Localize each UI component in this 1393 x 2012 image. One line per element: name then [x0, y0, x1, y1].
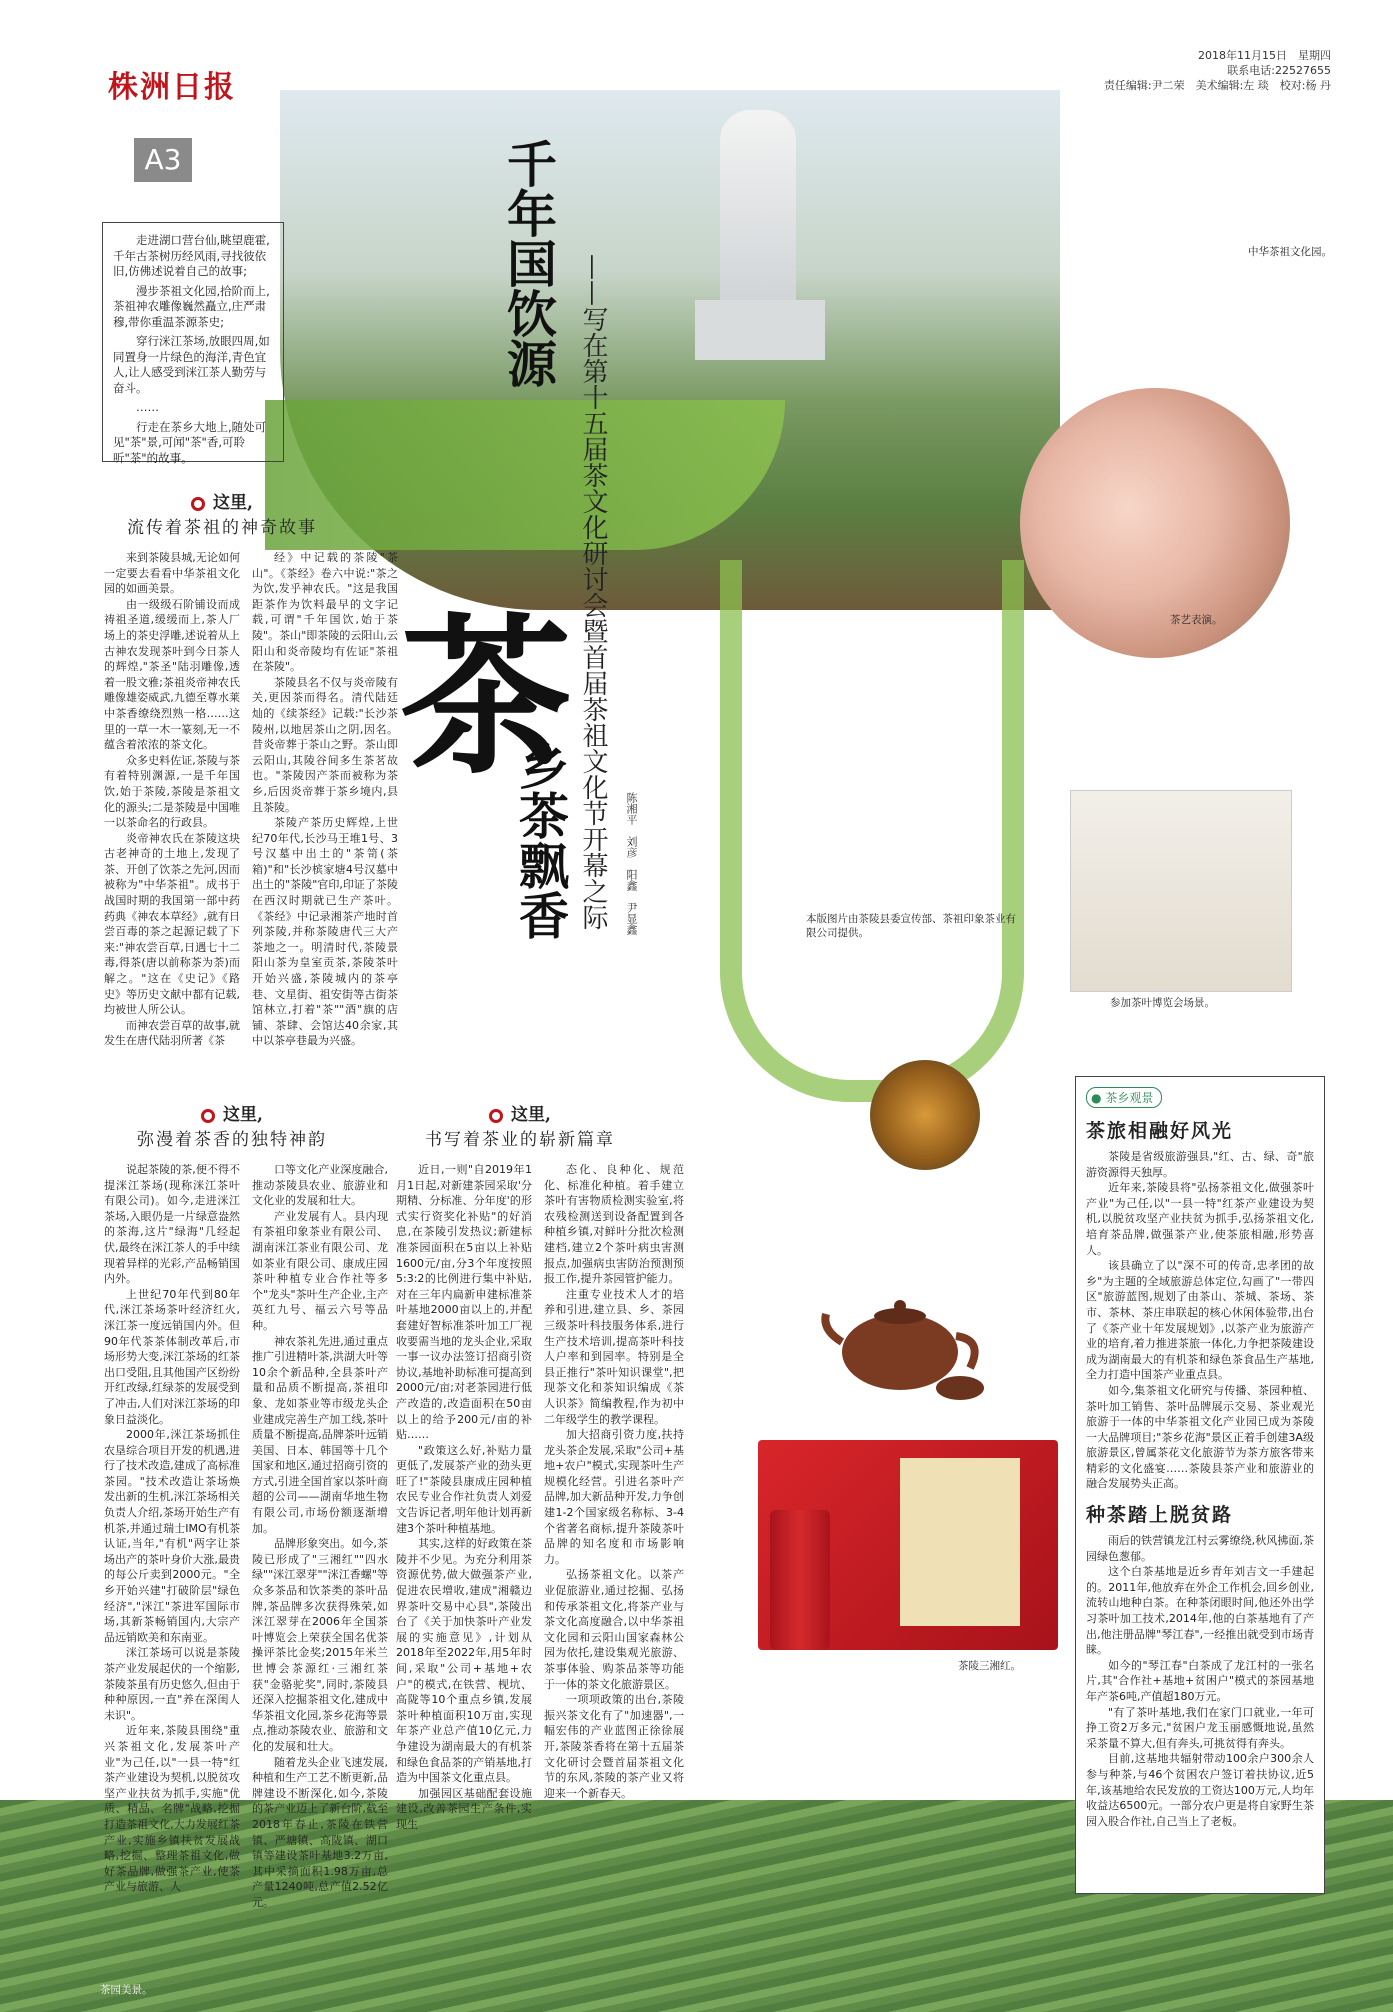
headline-subtitle: ——写在第十五届茶文化研讨会暨首届茶祖文化节开幕之际: [578, 254, 608, 930]
paragraph: 该县确立了以"深不可的传奇,忠孝团的故乡"为主题的全域旅游总体定位,勾画了"一带四区"旅游蓝图,规划了由茶山、茶城、茶场、茶市、茶林、茶庄串联起的核心休闲体验带,出台了《茶产业十年发展规划》,以茶产业为旅游产业的培育,着力推进茶旅一体化,力争把茶陵建设成为湖南最大的有机茶和绿色茶食品生产基地,全力打造中国茶产业重点县。: [1086, 1259, 1314, 1382]
section-marker-icon: [191, 497, 205, 511]
section2-title: 弥漫着茶香的独特神韵: [137, 1130, 327, 1150]
paragraph: 态化、良种化、规范化、标准化种植。着手建立茶叶有害物质检测实验室,将农残检测送到设备配置到各种植乡镇,对鲜叶分批次检测建档,建立2个茶叶病虫害测报点,加强病虫害防治预测预报工作,提升茶园管护能力。: [544, 1163, 684, 1286]
intro-paragraph: 走进湖口营台仙,眺望鹿霍,千年古茶树历经风雨,寻找彼依旧,仿佛述说着自己的故事;: [113, 233, 270, 278]
section1-kicker: 这里,: [213, 493, 253, 513]
masthead-logo: 株洲日报: [108, 70, 236, 105]
section1-heading: [102, 488, 342, 538]
caption-tea-expo: 参加茶叶博览会场景。: [1110, 997, 1215, 1009]
intro-paragraph: 行走在茶乡大地上,随处可见"茶"景,可闻"茶"香,可聆听"茶"的故事。: [113, 419, 267, 465]
paragraph: 茶陵县名不仅与炎帝陵有关,更因茶而得名。清代陆廷灿的《续茶经》记载:"长沙茶陵州,以地居茶山之阴,因名。昔炎帝葬于茶山之野。茶山即云阳山,其陵谷间多生茶茗故也。"茶陵因产茶而被称为茶乡,后因炎帝葬于茶乡境内,县且茶陵。: [252, 675, 398, 814]
paragraph: 而神农尝百草的故事,就发生在唐代陆羽所著《茶: [104, 1018, 240, 1048]
paragraph: "政策这么好,补贴力量更低了,发展茶产业的劲头更旺了!"茶陵县康成庄园种植农民专业合作社负责人刘爱文告诉记者,明年他计划再新建3个茶叶种植基地。: [396, 1443, 532, 1535]
section3-kicker: 这里,: [511, 1105, 551, 1125]
tea-cup-photo: [870, 1060, 980, 1170]
green-swoosh-decoration: [265, 400, 785, 550]
paragraph: 近日,一则"自2019年1月1日起,对新建茶园采取'分期精、分标准、分年度'的形式实行资奖化补贴"的好消息,在茶陵引发热议;新建标准茶园面积在5亩以上补贴1600元/亩,分3个年度按照5:3:2的比例进行集中补贴,对在三年内扁新申建标准茶叶基地2000亩以上的,并配套建好智标准茶叶加工厂视收要需当地的龙头企业,采取一事一议办法签订招商引资协议,基地补助标准可提高到2000元/亩;对老茶园进行低产改造的,改造面积在50亩以上的给予200元/亩的补贴……: [396, 1163, 532, 1442]
paragraph: 茶陵产茶历史辉煌,上世纪70年代,长沙马王堆1号、3号汉墓中出土的"茶笥(茶箱)"和"长沙槟家塘4号汉墓中出土的"茶陵"官印,印证了茶陵在西汉时期就已生产茶叶。《茶经》中记录湘茶产地时首列茶陵,并称茶陵唐代三大产茶地之一。明清时代,茶陵景阳山茶为皇室贡茶,茶陵茶叶开始兴盛,茶陵城内的茶亭巷、文星街、祖安街等古街茶馆林立,打着"茶""酒"旗的店铺、茶肆、会馆达40余家,其中以茶亭巷最为兴盛。: [252, 816, 398, 1048]
headline-line2: 乡茶飘香: [511, 740, 570, 940]
section-marker-icon: [489, 1109, 503, 1123]
paragraph: 炎帝神农氏在茶陵这块古老神奇的土地上,发现了茶、开创了饮茶之先河,因而被称为"中华茶祖"。成书于战国时期的我国第一部中药药典《神农本草经》,就有日尝百毒的茶之起源记载了下来:"神农尝百草,日遇七十二毒,得茶(唐以前称茶为荼)而解之。"这在《史记》《路史》等历史文献中都有记载,均被世人所公认。: [104, 831, 240, 1017]
section2-col1: [104, 1162, 240, 1895]
section3-col2: [544, 1162, 684, 1801]
paragraph: 产业发展有人。县内现有茶祖印象茶业有限公司、湖南洣江茶业有限公司、龙如茶业有限公司、康成庄园茶叶种植专业合作社等多个"龙头"茶叶生产企业,主产英红九号、福云六号等品种。: [252, 1209, 388, 1332]
section3-col1: [396, 1162, 532, 1833]
paragraph: 这个白茶基地是近乡青年刘吉文一手建起的。2011年,他放弃在外企工作机会,回乡创业,流转山地种白茶。在种茶闭眼时间,他还外出学习茶叶加工技术,2014年,他的白茶基地有了产出,他注册品牌"琴江春",一经推出就受到市场青睐。: [1086, 1565, 1314, 1657]
caption-photo-credit: 本版图片由茶陵县委宣传部、茶祖印象茶业有限公司提供。: [806, 913, 1016, 939]
section1-title: 流传着茶祖的神奇故事: [127, 518, 317, 538]
gift-box-label-panel: [900, 1458, 1020, 1626]
intro-box: [102, 222, 284, 465]
paragraph: 加强园区基础配套设施建设,改善茶园生产条件,实现生: [396, 1786, 532, 1831]
intro-paragraph: ……: [136, 400, 159, 414]
contact-phone: 联系电话:22527655: [1227, 64, 1331, 77]
paragraph: 随着龙头企业飞速发展,种植和生产工艺不断更新,品牌建设不断深化,如今,茶陵的茶产业迈上了新台阶,截至2018年春止,茶陵在铁营镇、严塘镇、高陇镇、湖口镇等建设茶叶基地3.2万亩,其中采摘面积1.98万亩,总产量1240吨,总产值2.52亿元。: [252, 1755, 388, 1909]
issue-weekday: 星期四: [1298, 49, 1331, 62]
paragraph: 一项项政策的出台,茶陵振兴茶文化有了"加速器",一幅宏伟的产业蓝图正徐徐展开,茶陵茶香将在第十五届茶文化研讨会暨首届茶祖文化节的东风,茶陵的茶产业又将迎来一个新春天。: [544, 1693, 684, 1800]
paragraph: 众多史料佐证,茶陵与茶有着特别渊源,一是千年国饮,始于茶陵,茶陵是茶祖文化的源头;二是茶陵是中国唯一以茶命名的行政县。: [104, 753, 240, 830]
caption-tea-art: 茶艺表演。: [1170, 614, 1223, 626]
sidebar-body-2: [1086, 1533, 1314, 1829]
paragraph: 由一级级石阶铺设而成祷祖圣道,缓缓而上,茶人厂场上的茶史浮雕,述说着从上古神农发现茶叶到今日茶人的辉煌,"茶圣"陆羽雕像,透着一股文雅;茶祖炎帝神农氏雕像雄姿威武,九德至尊水莱中茶香缭绕烈熟一格……这里的一草一木一篆刻,无一不蕴含着浓浓的茶文化。: [104, 597, 240, 752]
headline-big-char: 茶: [400, 595, 572, 798]
editors-line: 责任编辑:尹二荣 美术编辑:左 琰 校对:杨 丹: [1103, 79, 1331, 92]
green-swirl-decoration: [720, 560, 1024, 1102]
page-number-badge: A3: [134, 138, 192, 182]
paragraph: 其实,这样的好政策在茶陵并不少见。为充分利用茶资源优势,做大做强茶产业,促进农民增收,建成"湘赣边界茶叶交易中心县",茶陵出台了《关于加快茶叶产业发展的实施意见》,计划从2018年至2022年,用5年时间,采取"公司+基地+农户"的模式,在铁营、枧坑、高陇等10个重点乡镇,发展茶叶种植面积10万亩,实现年茶产业总产值10亿元,力争建设为湖南最大的有机茶和绿色食品茶的产销基地,打造为中国茶文化重点县。: [396, 1537, 532, 1785]
tea-performance-photo: [1020, 388, 1290, 658]
paragraph: 口等文化产业深度融合,推动茶陵县农业、旅游业和文化业的发展和壮大。: [252, 1163, 388, 1208]
teapot-image: [820, 1270, 990, 1410]
paragraph: 雨后的铁营镇龙江村云雾缭绕,秋风拂面,茶园绿色葱郁。: [1086, 1534, 1314, 1563]
section3-title: 书写着茶业的崭新篇章: [425, 1130, 615, 1150]
headline-line1: 千年国饮源: [499, 138, 558, 388]
paragraph: 来到茶陵县城,无论如何一定要去看看中华茶祖文化园的如画美景。: [104, 551, 240, 596]
paragraph: 品牌形象突出。如今,茶陵已形成了"三湘红""四水绿""洣江翠芽""洣江香螺"等众多茶品和饮茶类的茶叶品牌,茶品牌多次获得殊荣,如洣江翠芽在2006年全国茶叶博览会上荣获全国名优茶操评茶比金奖;2015年米兰世博会茶源红·三湘红茶获"金骆驼奖",同时,茶陵县还深入挖掘茶祖文化,建成中华茶祖文化园,茶乡花海等景点,推动茶陵农业、旅游和文化的发展和壮大。: [252, 1537, 388, 1753]
sidebar-title-1: 茶旅相融好风光: [1086, 1120, 1234, 1142]
tea-expo-photo: [1070, 790, 1292, 992]
sidebar-title-2: 种茶踏上脱贫路: [1086, 1504, 1234, 1527]
tea-can-image: [770, 1510, 830, 1650]
sidebar-box: [1075, 1076, 1325, 1894]
byline: 陈湘平 刘彦 阳鑫 尹显鑫: [625, 792, 638, 935]
page-meta: [1104, 48, 1331, 93]
section1-col2: [252, 550, 398, 1049]
paragraph: 神农茶礼先进,通过重点推广引进精叶茶,洪湖大叶等10余个新品种,全县茶叶产量和品质不断提高,茶祖印象、龙如茶业等市级龙头企业建成完善生产加工线,茶叶质量不断提高,品牌茶叶远销美国、日本、韩国等十几个国家和地区,通过招商引资的方式,引进全国首家以茶叶商超的公司——湖南华地生物有限公司,市场份额逐渐增加。: [252, 1334, 388, 1535]
paragraph: 洣江茶场可以说是茶陵茶产业发展起伏的一个缩影,茶陵茶虽有历史悠久,但由于种种原因,一直"养在深闺人未识"。: [104, 1646, 240, 1722]
intro-paragraph: 漫步茶祖文化园,拾阶而上,茶祖神农雕像巍然矗立,庄严肃穆,带你重温茶源茶史;: [113, 283, 270, 329]
sidebar-body-1: [1086, 1149, 1314, 1492]
sidebar-tag: [1086, 1087, 1162, 1108]
section2-col2: [252, 1162, 388, 1911]
paragraph: 近年来,茶陵县围绕"重兴茶祖文化,发展茶叶产业"为己任,以"一县一特"红茶产业建设为契机,以脱贫攻坚产业扶贫为抓手,实施"优质、精品、名牌"战略,挖掘打造茶祖文化,大力发展红茶产业,实施乡镇扶贫发展战略,挖掘、整理茶祖文化,做好茶品牌,做强茶产业,使茶产业与旅游、人: [104, 1724, 240, 1894]
paragraph: 上世纪70年代到80年代,洣江茶场茶叶经济红火,洣江茶一度远销国内外。但90年代茶茶体制改革后,市场形势大变,洣江茶场的红茶出口受阻,且其他国产区纷纷开红改绿,红绿茶的发展受到了冲击,人们对洣江茶场的印象日益淡化。: [104, 1287, 240, 1426]
leaf-icon: ●: [1091, 1091, 1102, 1105]
paragraph: 注重专业技术人才的培养和引进,建立县、乡、茶园三级茶叶科技服务体系,进行生产技术培训,提高茶叶科技人户率和到园率。特别是全县正推行"茶叶知识课堂",把现茶文化和茶知识编成《茶人识茶》简编教程,作为初中二年级学生的教学课程。: [544, 1287, 684, 1426]
section2-kicker: 这里,: [223, 1105, 263, 1125]
paragraph: "有了茶叶基地,我们在家门口就业,一年可挣工资2万多元,"贫困户龙玉丽感慨地说,虽然采茶量不算大,但有奔头,可挑贫得有奔头。: [1086, 1705, 1314, 1750]
paragraph: 2000年,洣江茶场抓住农垦综合项目开发的机遇,进行了技术改造,建成了高标准茶园。"技术改造让茶场焕发出新的生机,洣江茶场相关负责人介绍,茶场开始生产有机茶,并通过瑞士IMO有机茶认证,当年,"有机"两字让茶场出产的茶叶身价大涨,最贵的每公斤卖到2000元。"全乡开始兴建"打破阶层"绿色经济","洣江"茶进军国际市场,其新茶畅销国内,大宗产品远销欧美和东南亚。: [104, 1428, 240, 1644]
caption-tea-garden: 茶园美景。: [100, 1984, 153, 1996]
statue-pedestal-image: [695, 300, 825, 360]
paragraph: 如今的"琴江春"白茶成了龙江村的一张名片,其"合作社+基地+贫困户"模式的茶园基地年产茶6吨,产值超180万元。: [1086, 1658, 1314, 1703]
intro-paragraph: 穿行洣江茶场,放眼四周,如同置身一片绿色的海洋,青色宜人,让人感受到洣江茶人勤劳与奋斗。: [113, 334, 270, 395]
sidebar-tag-label: 茶乡观景: [1105, 1091, 1154, 1105]
section2-heading: [102, 1100, 362, 1150]
paragraph: 加大招商引资力度,扶持龙头茶企发展,采取"公司+基地+农户"模式,实现茶叶生产规模化经营。引进名茶叶产品牌,加大新品种开发,力争创建1-2个国家级名称标、3-4个省著名商标,提升茶陵茶叶品牌的知名度和市场影响力。: [544, 1428, 684, 1566]
section3-heading: [380, 1100, 660, 1150]
section-marker-icon: [201, 1109, 215, 1123]
paragraph: 经》中记载的茶陵"茶山"。《茶经》卷六中说:"茶之为饮,发乎神农氏。"这是我国距茶作为饮料最早的文字记载,可谓"千年国饮,始于茶陵"。茶山"即茶陵的云阳山,云阳山和炎帝陵均有佐证"茶祖在茶陵"。: [252, 551, 398, 674]
paragraph: 如今,集茶祖文化研究与传播、茶园种植、茶叶加工销售、茶叶品牌展示交易、茶业观光旅游于一体的中华茶祖文化产业园已成为茶陵一大品牌项目;"茶乡花海"景区正着手创建3A级旅游景区,曾属茶花文化旅游节为茶方旅客带来精彩的文化盛宴……茶陵县茶产业和旅游业的融合发展势头正高。: [1086, 1383, 1314, 1491]
caption-tea-park: 中华茶祖文化园。: [1248, 246, 1332, 258]
caption-sanxiang-red: 茶陵三湘红。: [958, 1660, 1021, 1672]
shennong-statue-image: [720, 110, 796, 310]
paragraph: 说起茶陵的茶,便不得不提洣江茶场(现称洣江茶叶有限公司)。如今,走进洣江茶场,入眼仍是一片绿意盎然的茶海,这片"绿海"几经起伏,最终在洣江茶人的手中续现着异样的光彩,产品畅销国内外。: [104, 1163, 240, 1286]
paragraph: 近年来,茶陵县将"弘扬茶祖文化,做强茶叶产业"为己任,以"一县一特"红茶产业建设为契机,以脱贫攻坚产业扶贫为抓手,弘扬茶祖文化,培育茶品牌,做强茶产业,使茶旅相融,形势喜人。: [1086, 1181, 1314, 1257]
paragraph: 茶陵是省级旅游强县,"红、古、绿、奇"旅游资源得天独厚。: [1086, 1150, 1314, 1179]
paragraph: 弘扬茶祖文化。以茶产业促旅游业,通过挖掘、弘扬和传承茶祖文化,将茶产业与茶文化高度融合,以中华茶祖文化园和云阳山国家森林公园为依托,建设集观光旅游、茶事体验、购茶品茶等功能于一体的茶文化旅游景区。: [544, 1568, 684, 1691]
section1-col1: [104, 550, 240, 1049]
issue-date: 2018年11月15日: [1198, 49, 1287, 62]
paragraph: 目前,这基地共辐射带动100余户300余人参与种茶,与46个贫困农户签订着扶协议,近5年,该基地给农民发放的工资达100万元,人均年收益达6500元。一部分农户更是将自家野生茶园入股合作社,自己当上了老板。: [1086, 1752, 1314, 1828]
